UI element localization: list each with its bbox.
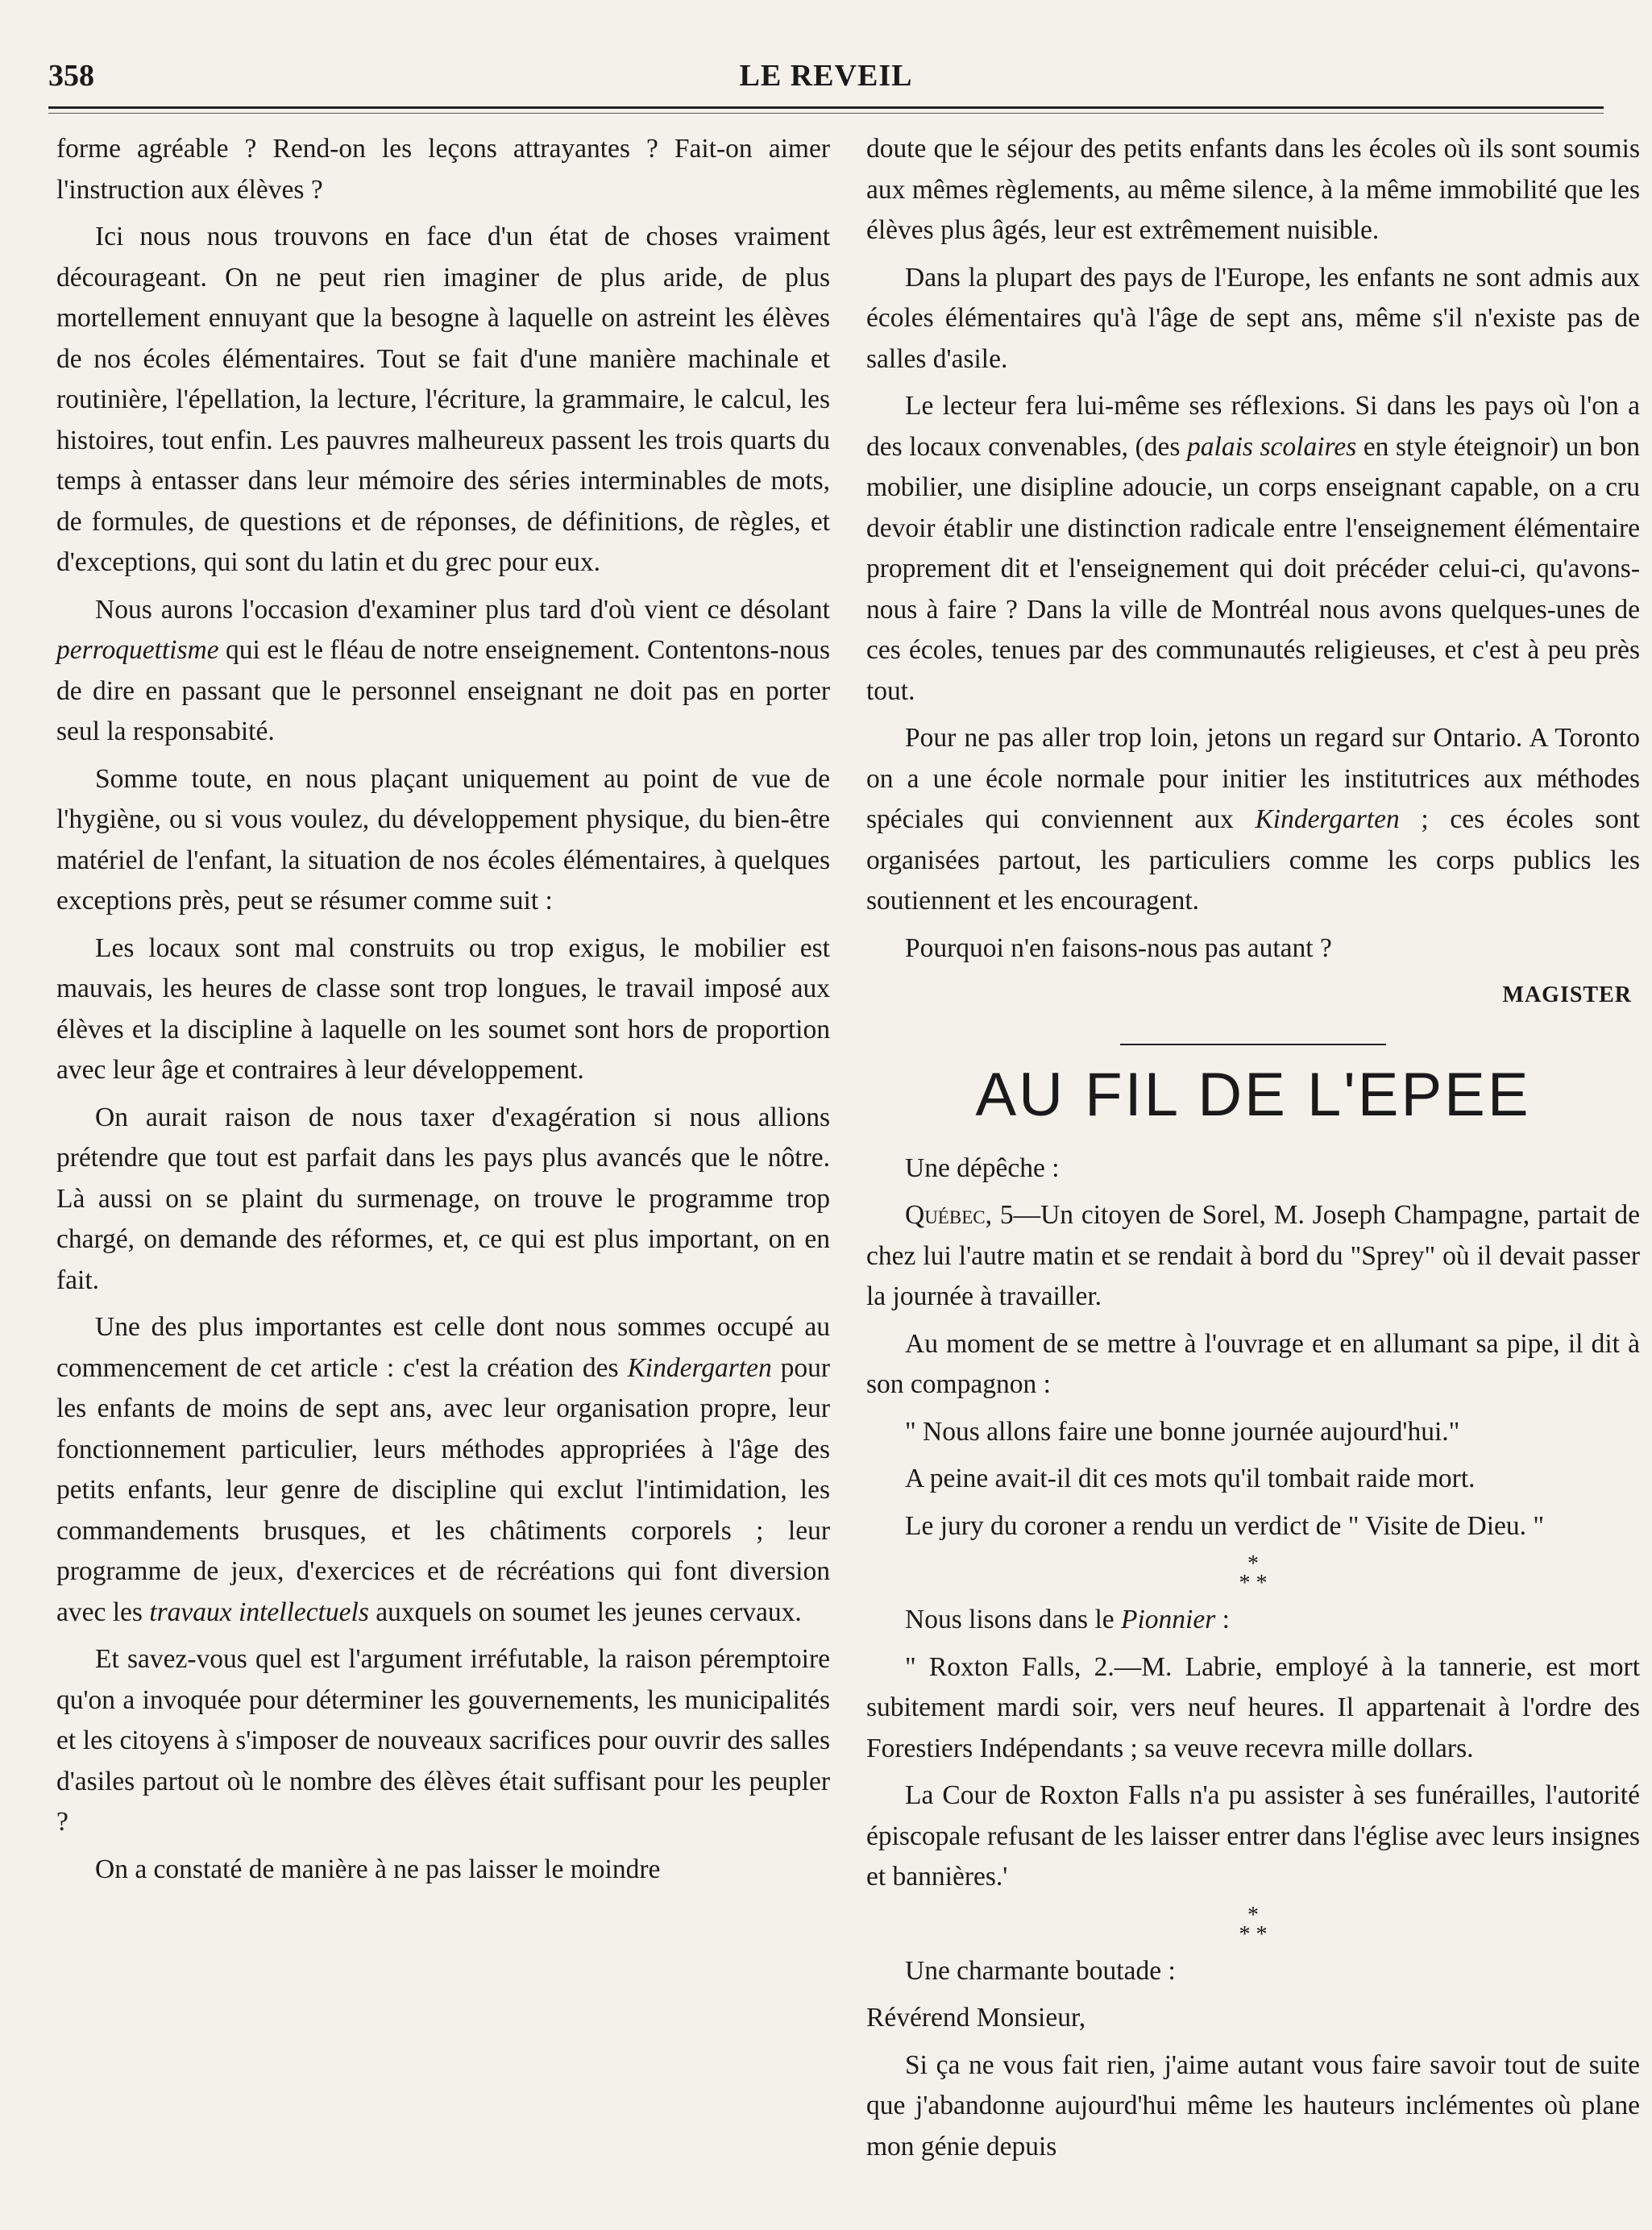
asterism-divider: * * * bbox=[1239, 1551, 1268, 1596]
paragraph: Nous lisons dans le Pionnier : bbox=[905, 1605, 1230, 1634]
paragraph: Ici nous nous trouvons en face d'un état de choses vraiment décourageant. On ne peut rien imaginer de plus aride, de plus mortellement ennuyant que la besogne à laquelle on astreint les élèves de nos écoles élémentaires. Tout se fait d'une manière machinale et routinière, l'épellation, la lecture, l'écriture, la grammaire, le calcul, les histoires, tout enfin. Les pauvres malheureux passent les trois quarts du temps à entasser dans leur mémoire des séries interminables de mots, de formules, de questions et de réponses, de définitions, de règles, et d'exceptions, qui sont du latin et du grec pour eux. bbox=[56, 222, 830, 577]
paragraph: On aurait raison de nous taxer d'exagération si nous allions prétendre que tout est parfait dans les pays plus avancés que le nôtre. Là aussi on se plaint du surmenage, on trouve le programme trop chargé, on demande des réformes, et, ce qui est plus important, on en fait. bbox=[56, 1102, 830, 1295]
paragraph: doute que le séjour des petits enfants dans les écoles où ils sont soumis aux mêmes règlements, au même silence, à la même immobilité que les élèves plus âgés, leur est extrêmement nuisible. bbox=[866, 134, 1640, 245]
paragraph: Le jury du coroner a rendu un verdict de " Visite de Dieu. " bbox=[905, 1510, 1545, 1541]
journal-title: LE REVEIL bbox=[739, 59, 913, 93]
paragraph: Pourquoi n'en faisons-nous pas autant ? bbox=[905, 932, 1332, 963]
paragraph: On a constaté de manière à ne pas laisser le moindre bbox=[95, 1854, 661, 1884]
section-title: AU FIL DE L'EPEE bbox=[975, 1060, 1531, 1129]
paragraph: " Nous allons faire une bonne journée aujourd'hui." bbox=[905, 1416, 1460, 1447]
paragraph: Révérend Monsieur, bbox=[866, 2003, 1086, 2033]
paragraph: Une des plus importantes est celle dont nous sommes occupé au commencement de cet article : c'est la création des Kindergarten pour les enfants de moins de sept ans, avec leur organisation propre, leur fonctionnement particulier, leurs méthodes appropriées à l'âge des petits enfants, leur genre de discipline qui exclut l'intimidation, les commandements brusques, et les châtiments corporels ; leur programme de jeux, d'exercices et de récréations qui font diversion avec les travaux intellectuels auxquels on soumet les jeunes cervaux. bbox=[56, 1312, 830, 1627]
author-signature: MAGISTER bbox=[1502, 982, 1632, 1007]
paragraph: Pour ne pas aller trop loin, jetons un regard sur Ontario. A Toronto on a une école normale pour initier les institutrices aux méthodes spéciales qui conviennent aux Kindergarten ; ces écoles sont organisées partout, les particuliers comme les corps publics les soutiennent et les encouragent. bbox=[866, 723, 1640, 916]
paragraph: Et savez-vous quel est l'argument irréfutable, la raison péremptoire qu'on a invoquée pour déterminer les gouvernements, les municipalités et les citoyens à s'imposer de nouveaux sacrifices pour ouvrir des salles d'asiles partout où le nombre des élèves était suffisant pour les peupler ? bbox=[56, 1644, 830, 1837]
paragraph: Si ça ne vous fait rien, j'aime autant vous faire savoir tout de suite que j'abandonne aujourd'hui même les hauteurs inclémentes où plane mon génie depuis bbox=[866, 2049, 1640, 2161]
page-number: 358 bbox=[48, 59, 94, 93]
paragraph: Une dépêche : bbox=[905, 1152, 1060, 1183]
right-column bbox=[866, 129, 1640, 2174]
asterism-divider: * * * bbox=[1239, 1902, 1268, 1947]
paragraph: forme agréable ? Rend-on les leçons attrayantes ? Fait-on aimer l'instruction aux élèves ? bbox=[56, 134, 830, 205]
paragraph: Au moment de se mettre à l'ouvrage et en allumant sa pipe, il dit à son compagnon : bbox=[866, 1328, 1640, 1399]
paragraph: Québec, 5—Un citoyen de Sorel, M. Joseph Champagne, partait de chez lui l'autre matin et se rendait à bord du "Sprey" où il devait passer la journée à travailler. bbox=[866, 1200, 1640, 1311]
paragraph: Somme toute, en nous plaçant uniquement au point de vue de l'hygiène, ou si vous voulez, du développement physique, du bien-être matériel de l'enfant, la situation de nos écoles élémentaires, à quelques exceptions près, peut se résumer comme suit : bbox=[56, 763, 830, 916]
left-column bbox=[56, 129, 830, 1896]
paragraph: Le lecteur fera lui-même ses réflexions. Si dans les pays où l'on a des locaux convenables, (des palais scolaires en style éteignoir) un bon mobilier, une disipline adoucie, un corps enseignant capable, on a cru devoir établir une distinction radicale entre l'enseignement élémentaire proprement dit et l'enseignement qui doit précéder celui-ci, qu'avons-nous à faire ? Dans la ville de Montréal nous avons quelques-unes de ces écoles, tenues par des communautés religieuses, et c'est à peu près tout. bbox=[866, 391, 1640, 706]
paragraph: La Cour de Roxton Falls n'a pu assister à ses funérailles, l'autorité épiscopale refusant de les laisser entrer dans l'église avec leurs insignes et bannières.' bbox=[866, 1780, 1640, 1892]
paragraph: " Roxton Falls, 2.—M. Labrie, employé à la tannerie, est mort subitement mardi soir, vers neuf heures. Il appartenait à l'ordre des Forestiers Indépendants ; sa veuve recevra mille dollars. bbox=[866, 1651, 1640, 1763]
header-rule-thin bbox=[48, 113, 1604, 114]
header-rule bbox=[48, 106, 1604, 109]
paragraph: Les locaux sont mal construits ou trop exigus, le mobilier est mauvais, les heures de classe sont trop longues, le travail imposé aux élèves et la discipline à laquelle on les soumet sont hors de proportion avec leur âge et contraires à leur développement. bbox=[56, 932, 830, 1085]
paragraph: Nous aurons l'occasion d'examiner plus tard d'où vient ce désolant perroquettisme qui est le fléau de notre enseignement. Contentons-nous de dire en passant que le personnel enseignant ne doit pas en porter seul la responsabité. bbox=[56, 594, 830, 746]
paragraph: Dans la plupart des pays de l'Europe, les enfants ne sont admis aux écoles élémentaires qu'à l'âge de sept ans, même s'il n'existe pas de salles d'asile. bbox=[866, 262, 1640, 374]
paragraph: Une charmante boutade : bbox=[905, 1955, 1176, 1986]
section-divider bbox=[1120, 1044, 1386, 1045]
paragraph: A peine avait-il dit ces mots qu'il tombait raide mort. bbox=[905, 1464, 1476, 1493]
